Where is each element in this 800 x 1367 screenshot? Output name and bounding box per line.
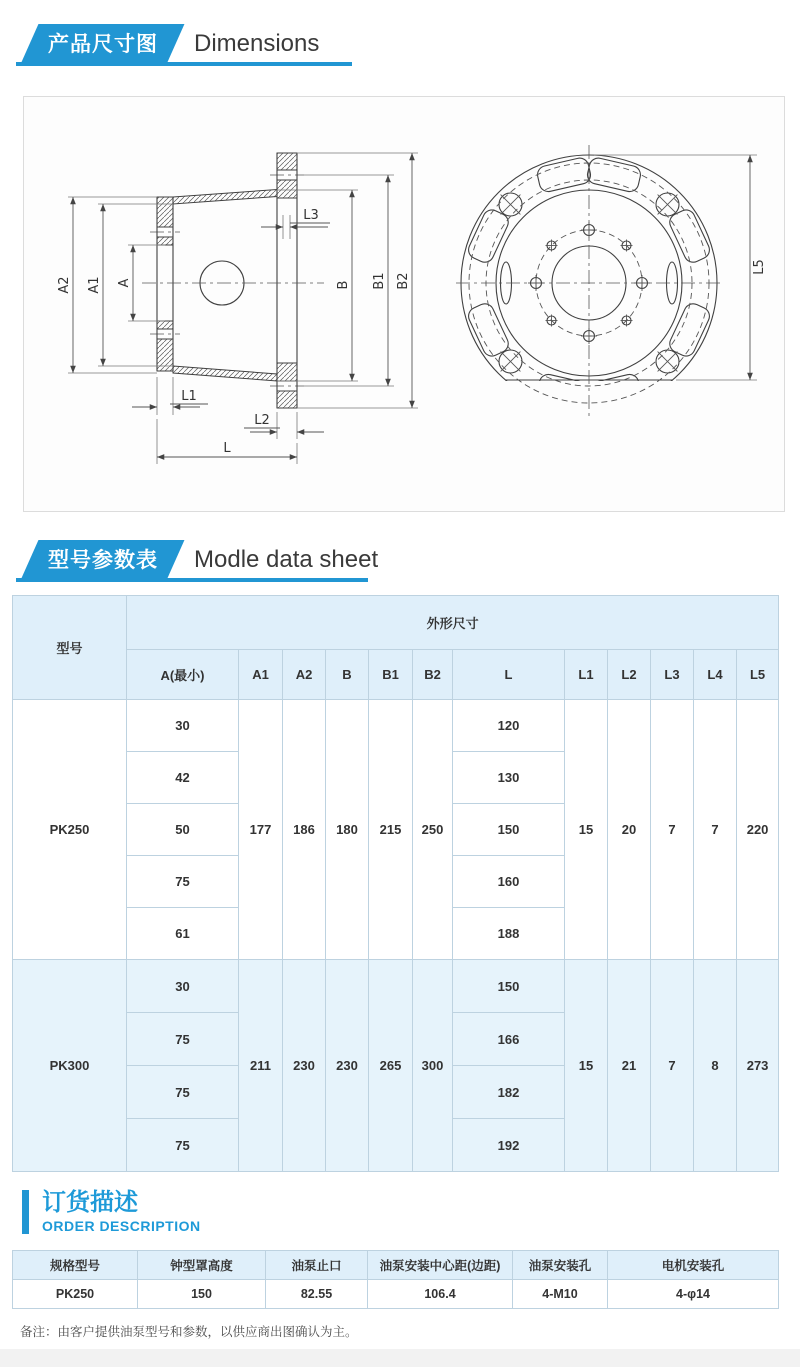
model-data-table [12, 595, 779, 1172]
cell-b2: 300 [413, 960, 453, 1172]
order-val-pump-spigot: 82.55 [266, 1280, 368, 1309]
dim-label-a1: A1 [87, 276, 102, 294]
cell-l: 160 [453, 856, 565, 908]
cell-l5: 220 [737, 700, 779, 960]
col-header-l3: L3 [651, 650, 694, 700]
cell-a: 30 [127, 960, 239, 1013]
dimensions-title-en: Dimensions [194, 30, 320, 57]
cell-b1: 215 [369, 700, 413, 960]
order-val-model: PK250 [13, 1280, 138, 1309]
side-section-view [57, 153, 418, 464]
order-col-model: 规格型号 [13, 1251, 138, 1280]
cell-l: 130 [453, 752, 565, 804]
cell-b1: 265 [369, 960, 413, 1172]
order-title-zh: 订货描述 [42, 1189, 138, 1216]
datasheet-badge [22, 540, 185, 578]
dim-label-b1: B1 [372, 272, 387, 290]
col-header-a1: A1 [239, 650, 283, 700]
bottom-strip [0, 1349, 800, 1367]
cell-a1: 177 [239, 700, 283, 960]
cell-l3: 7 [651, 700, 694, 960]
col-header-model: 型号 [13, 596, 127, 700]
cell-a: 75 [127, 1119, 239, 1172]
col-header-a: A(最小) [127, 650, 239, 700]
cell-b: 230 [326, 960, 369, 1172]
cell-a: 30 [127, 700, 239, 752]
order-val-bell-height: 150 [138, 1280, 266, 1309]
dim-label-l1: L1 [181, 389, 197, 404]
order-col-bell-height: 钟型罩高度 [138, 1251, 266, 1280]
cell-a: 42 [127, 752, 239, 804]
order-col-pump-center: 油泵安装中心距(边距) [368, 1251, 513, 1280]
order-section-header [22, 1190, 800, 1234]
cell-l: 150 [453, 804, 565, 856]
dimension-drawing-panel [23, 96, 785, 512]
cell-l: 192 [453, 1119, 565, 1172]
model-cell: PK250 [13, 700, 127, 960]
cell-a: 61 [127, 908, 239, 960]
dimension-drawing [24, 97, 784, 511]
cell-l2: 21 [608, 960, 651, 1172]
col-header-b1: B1 [369, 650, 413, 700]
order-val-pump-center: 106.4 [368, 1280, 513, 1309]
cell-b2: 250 [413, 700, 453, 960]
cell-l1: 15 [565, 700, 608, 960]
cell-l4: 8 [694, 960, 737, 1172]
dim-label-b2: B2 [396, 272, 411, 290]
cell-l: 166 [453, 1013, 565, 1066]
dim-label-l5: L5 [752, 259, 767, 275]
col-header-l: L [453, 650, 565, 700]
col-group-header: 外形尺寸 [127, 596, 779, 650]
dimensions-section-header [16, 20, 352, 66]
cell-a: 75 [127, 1066, 239, 1119]
cell-a2: 230 [283, 960, 326, 1172]
cell-l4: 7 [694, 700, 737, 960]
accent-bar [22, 1190, 29, 1234]
cell-a: 75 [127, 1013, 239, 1066]
dim-label-a: A [117, 278, 132, 288]
table-row [13, 960, 779, 1013]
dim-label-l2: L2 [254, 413, 270, 428]
table-row [13, 1280, 779, 1309]
cell-l: 188 [453, 908, 565, 960]
datasheet-badge-label: 型号参数表 [48, 549, 158, 572]
col-header-a2: A2 [283, 650, 326, 700]
cell-b: 180 [326, 700, 369, 960]
order-col-motor-holes: 电机安装孔 [608, 1251, 779, 1280]
cell-l: 120 [453, 700, 565, 752]
dim-label-l: L [223, 441, 231, 456]
cell-l: 182 [453, 1066, 565, 1119]
cell-a2: 186 [283, 700, 326, 960]
col-header-l4: L4 [694, 650, 737, 700]
datasheet-title-en: Modle data sheet [194, 546, 379, 573]
order-col-pump-holes: 油泵安装孔 [513, 1251, 608, 1280]
dimensions-badge [22, 24, 185, 62]
front-view [449, 145, 767, 429]
order-col-pump-spigot: 油泵止口 [266, 1251, 368, 1280]
cell-l: 150 [453, 960, 565, 1013]
cell-l5: 273 [737, 960, 779, 1172]
table-row [13, 700, 779, 752]
cell-a: 50 [127, 804, 239, 856]
col-header-l5: L5 [737, 650, 779, 700]
col-header-b: B [326, 650, 369, 700]
col-header-l1: L1 [565, 650, 608, 700]
cell-l3: 7 [651, 960, 694, 1172]
cell-a: 75 [127, 856, 239, 908]
dim-label-b: B [336, 280, 351, 290]
cell-l1: 15 [565, 960, 608, 1172]
order-val-motor-holes: 4-φ14 [608, 1280, 779, 1309]
order-description-table [12, 1250, 779, 1309]
datasheet-section-header [16, 536, 379, 582]
footnote: 备注：由客户提供油泵型号和参数，以供应商出图确认为主。 [20, 1325, 358, 1340]
dim-label-a2: A2 [57, 276, 72, 294]
order-title-en: ORDER DESCRIPTION [42, 1218, 201, 1235]
col-header-b2: B2 [413, 650, 453, 700]
cell-l2: 20 [608, 700, 651, 960]
cell-a1: 211 [239, 960, 283, 1172]
model-cell: PK300 [13, 960, 127, 1172]
dimensions-badge-label: 产品尺寸图 [48, 33, 158, 56]
col-header-l2: L2 [608, 650, 651, 700]
order-val-pump-holes: 4-M10 [513, 1280, 608, 1309]
dim-label-l3: L3 [303, 208, 319, 223]
